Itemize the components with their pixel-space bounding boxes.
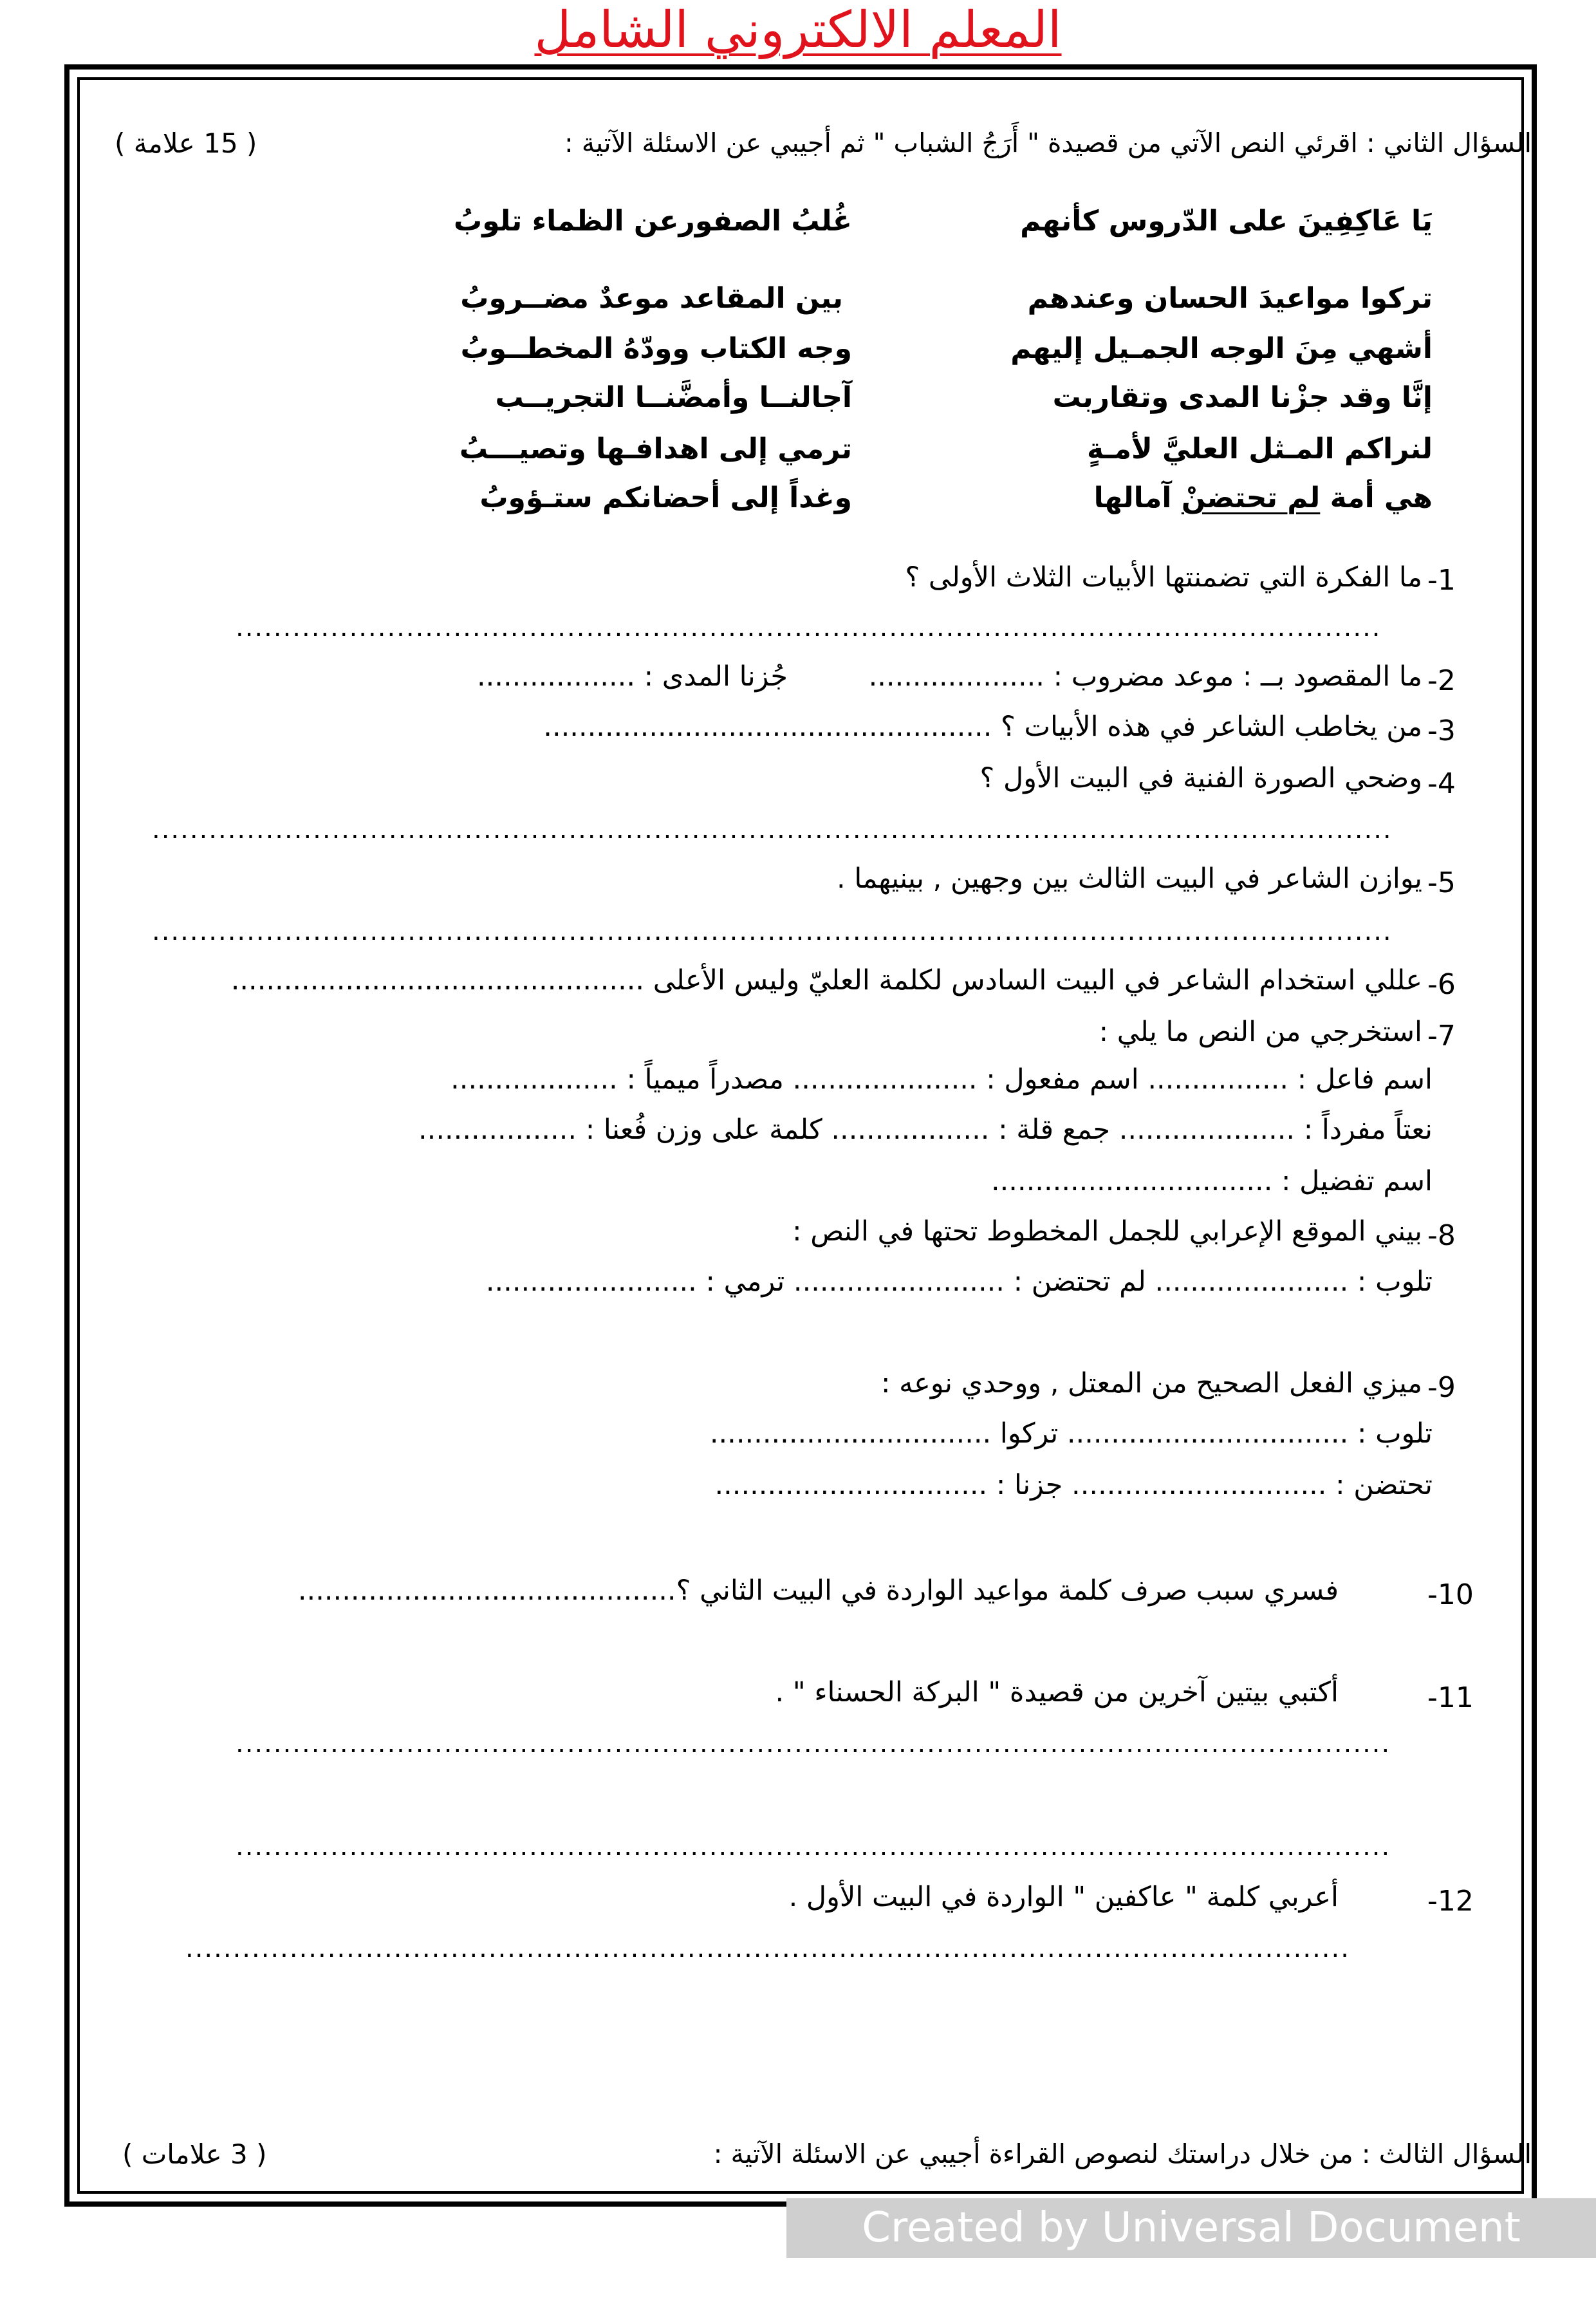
q6-number: -6 <box>1427 968 1456 1001</box>
verse-4-right: إنَّا وقد جزْنا المدى وتقاربت <box>1052 381 1433 414</box>
watermark-banner: Created by Universal Document Converter <box>786 2198 1596 2258</box>
q12-answer-line: ........................................................................................................................... <box>185 1934 1350 1963</box>
q9-number: -9 <box>1427 1371 1456 1404</box>
verse-5-right: لنراكم المـثل العليَّ لأمـةٍ <box>1086 433 1433 465</box>
q9-text: ميزي الفعل الصحيح من المعتل , ووحدي نوعه : <box>880 1367 1422 1399</box>
q11-answer-line-1: .......................................................................................................................... <box>236 1729 1391 1759</box>
q3-marks: ( 3 علامات ) <box>122 2138 267 2170</box>
q3-heading: السؤال الثالث : من خلال دراستك لنصوص القراءة أجيبي عن الاسئلة الآتية : <box>713 2138 1532 2169</box>
q2-number: -2 <box>1427 664 1456 697</box>
verse-6-underlined: لم تحتضنْ <box>1181 481 1321 514</box>
q2-marks: ( 15 علامة ) <box>115 127 257 159</box>
verse-6-right-pre: هي أمة <box>1320 481 1433 514</box>
q9-line-1: تلوب : ................................ تركوا ................................ <box>709 1417 1433 1450</box>
q8-text: بيني الموقع الإعرابي للجمل المخطوط تحتها في النص : <box>792 1215 1422 1248</box>
verse-5-left: ترمي إلى اهدافـها وتصيـــبُ <box>459 433 852 465</box>
verse-6-right-post: آمالها <box>1093 481 1182 514</box>
q6-text: عللي استخدام الشاعر في البيت السادس لكلمة العليّ وليس الأعلى ............................................... <box>230 964 1422 996</box>
q5-answer-line: ................................................................................................................................... <box>152 917 1393 946</box>
verse-3-right: أشهي مِنَ الوجه الجمـيل إليهم <box>1010 332 1433 365</box>
verse-4-left: آجالنــا وأمضَّنــا التجريــب <box>495 381 852 414</box>
q3-number: -3 <box>1427 715 1456 747</box>
q7-text: استخرجي من النص ما يلي : <box>1099 1016 1422 1048</box>
q8-line-1: تلوب : ...................... لم تحتضن : ........................ ترمي : ........................ <box>485 1266 1433 1298</box>
q11-text: أكتبي بيتين آخرين من قصيدة " البركة الحسناء " . <box>775 1676 1339 1708</box>
q3-text: من يخاطب الشاعر في هذه الأبيات ؟ ................................................... <box>543 711 1422 743</box>
q10-number: -10 <box>1427 1578 1474 1611</box>
q1-number: -1 <box>1427 564 1456 597</box>
q4-answer-line: ................................................................................................................................... <box>152 815 1393 845</box>
site-title: المعلم الالكتروني الشامل <box>534 1 1062 59</box>
verse-1-left: غُلبُ الصفورعن الظماء تلوبُ <box>453 205 852 238</box>
q11-answer-line-2: .......................................................................................................................... <box>236 1832 1391 1862</box>
verse-3-left: وجه الكتاب وودّهُ المخطــوبُ <box>460 332 852 365</box>
q4-text: وضحي الصورة الفنية في البيت الأول ؟ <box>979 762 1422 794</box>
q7-line-3: اسم تفضيل : ................................ <box>990 1165 1433 1197</box>
q7-line-1: اسم فاعل : ................ اسم مفعول : ..................... مصدراً ميمياً : ................... <box>450 1063 1433 1096</box>
q9-line-2: تحتضن : ............................. جزنا : ............................... <box>714 1469 1433 1501</box>
q7-line-2: نعتاً مفرداً : .................... جمع قلة : .................. كلمة على وزن فُعنا : .................. <box>418 1114 1433 1146</box>
q2-text-2: جُزنا المدى : .................. <box>476 660 788 693</box>
q2-heading: السؤال الثاني : اقرئي النص الآتي من قصيدة " أَرَجُ الشباب " ثم أجيبي عن الاسئلة الآتية : <box>564 127 1532 158</box>
q10-text: فسري سبب صرف كلمة مواعيد الواردة في البيت الثاني ؟........................................... <box>297 1575 1339 1607</box>
q1-text: ما الفكرة التي تضمنتها الأبيات الثلاث الأولى ؟ <box>905 561 1422 594</box>
verse-2-right: تركوا مواعيدَ الحسان وعندهم <box>1027 282 1433 315</box>
verse-1-right: يَا عَاكِفِينَ على الدّروس كأنهم <box>1020 205 1433 238</box>
q12-number: -12 <box>1427 1885 1474 1918</box>
q2-text: ما المقصود بــ : موعد مضروب : .................... <box>868 660 1422 693</box>
q5-number: -5 <box>1427 866 1456 899</box>
q1-answer-line: ......................................................................................................................... <box>236 613 1382 642</box>
verse-2-left: بين المقاعد موعدٌ مضــروبُ <box>460 282 843 315</box>
q4-number: -4 <box>1427 767 1456 800</box>
verse-6-right <box>1094 481 1433 514</box>
q5-text: يوازن الشاعر في البيت الثالث بين وجهين , بينيهما . <box>836 863 1422 895</box>
q8-number: -8 <box>1427 1219 1456 1252</box>
q12-text: أعربي كلمة " عاكفين " الواردة في البيت الأول . <box>788 1881 1339 1913</box>
q7-number: -7 <box>1427 1020 1456 1052</box>
verse-6-left: وغداً إلى أحضانكم ستـؤوبُ <box>479 481 852 514</box>
q11-number: -11 <box>1427 1681 1474 1714</box>
